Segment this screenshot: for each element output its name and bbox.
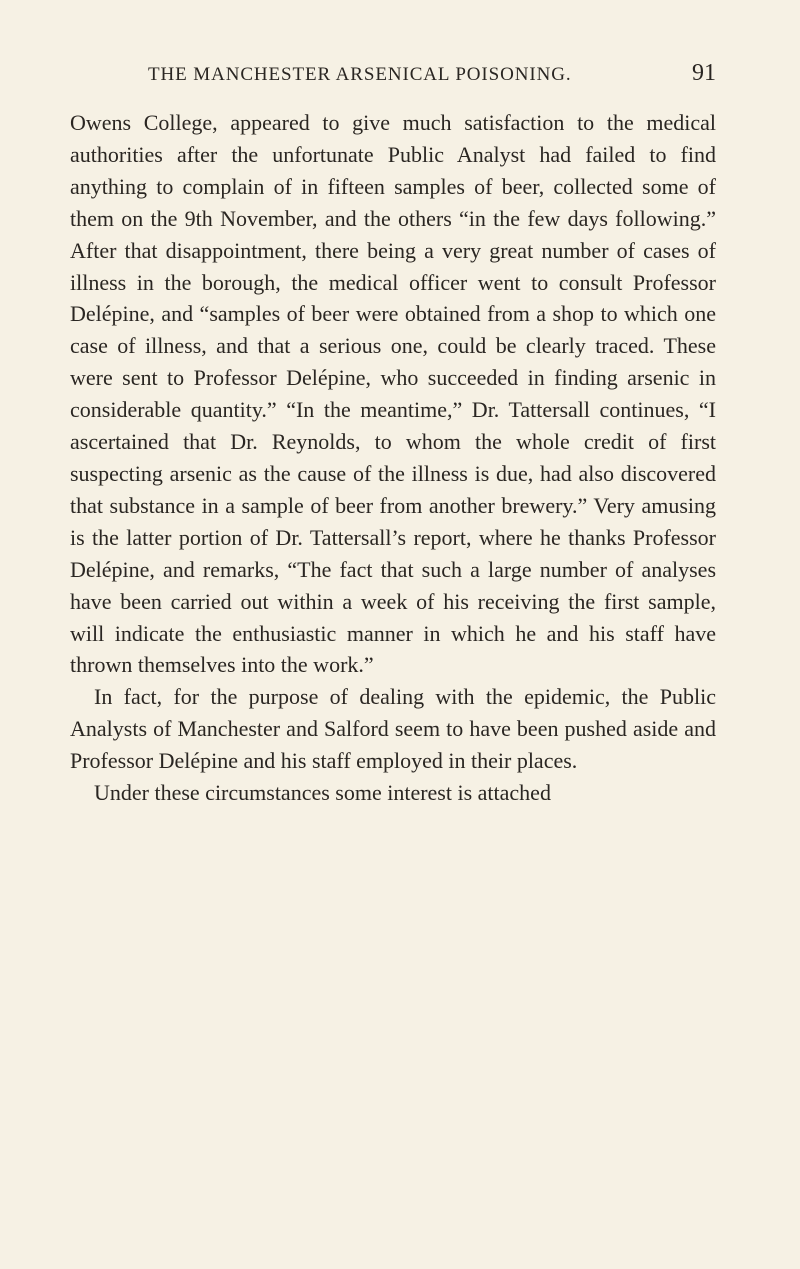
body-paragraph-2: In fact, for the purpose of dealing with the epidemic, the Public Analysts of Manchester and Salford seem to have been pushed aside and Professor Delépine and his staff employed in their places.: [70, 684, 716, 774]
running-head: [70, 58, 716, 94]
running-title: THE MANCHESTER ARSENICAL POISONING.: [148, 64, 572, 85]
page-number: 91: [692, 60, 716, 86]
body-paragraph-3: Under these circumstances some interest is attached: [94, 780, 551, 806]
book-page: [70, 58, 716, 809]
body-paragraph-1: Owens College, appeared to give much satisfaction to the medical authorities after the unfortunate Public Analyst had failed to find anything to complain of in fifteen samples of beer, collected some of them on the 9th November, and the others “in the few days following.” After that disappointment, there being a very great number of cases of illness in the borough, the medical officer went to consult Professor Delépine, and “samples of beer were obtained from a shop to which one case of illness, and that a serious one, could be clearly traced. These were sent to Professor Delépine, who succeeded in finding arsenic in considerable quantity.” “In the meantime,” Dr. Tattersall continues, “I ascertained that Dr. Reynolds, to whom the whole credit of first suspecting arsenic as the cause of the illness is due, had also discovered that substance in a sample of beer from another brewery.” Very amusing is the latter portion of Dr. Tattersall’s report, where he thanks Professor Delépine, and remarks, “The fact that such a large number of analyses have been carried out within a week of his receiving the first sample, will indicate the enthusiastic manner in which he and his staff have thrown themselves into the work.”: [70, 110, 716, 678]
